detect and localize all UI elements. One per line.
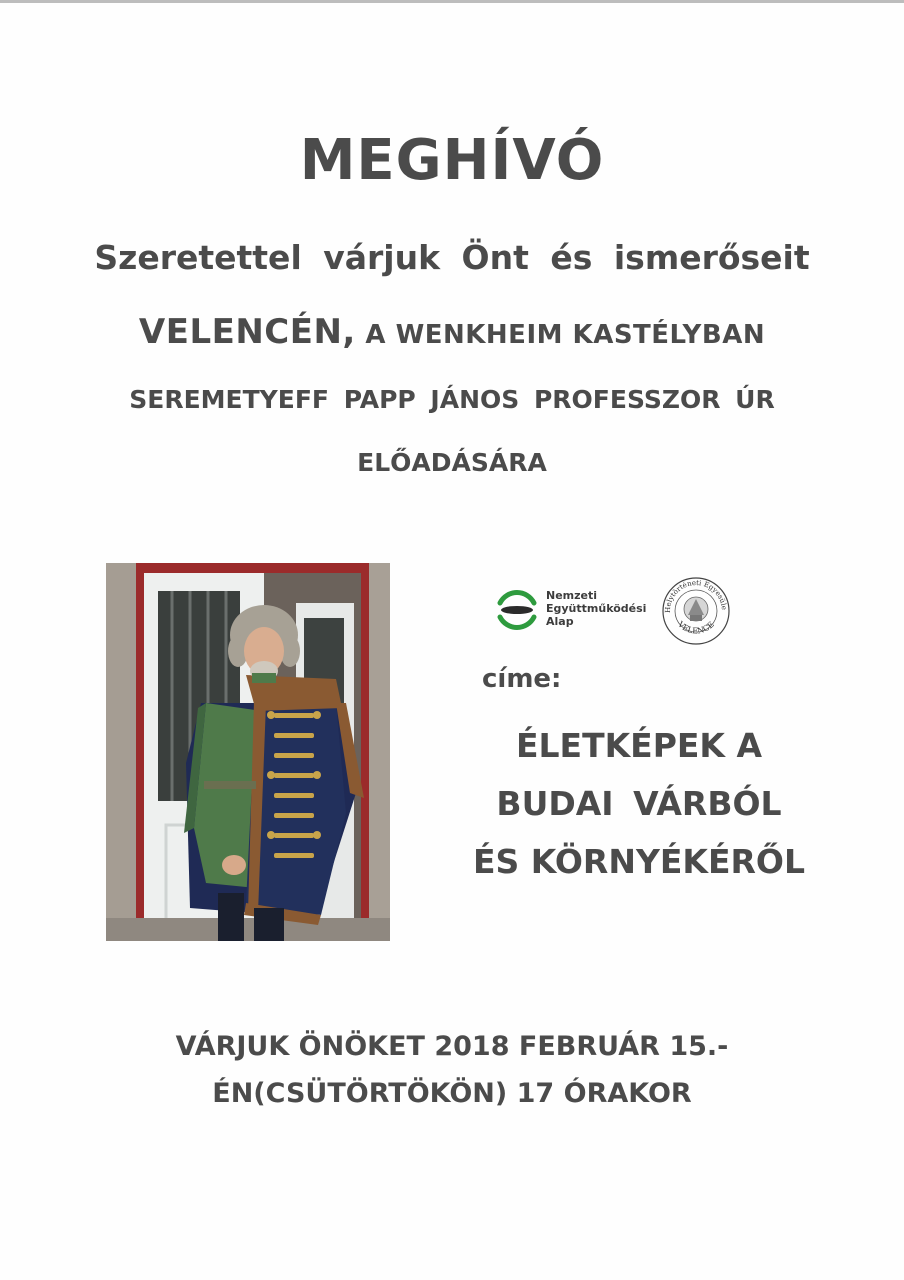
event-time-line: ÉN(CSÜTÖRTÖKÖN) 17 ÓRAKOR: [212, 1078, 692, 1109]
venue-line: [0, 312, 904, 352]
seal-icon: [660, 575, 732, 647]
lecture-title-line2: BUDAI VÁRBÓL: [496, 784, 782, 823]
nea-logo-line3: Alap: [546, 615, 574, 628]
event-date-line: VÁRJUK ÖNÖKET 2018 FEBRUÁR 15.-: [175, 1031, 729, 1062]
speaker-photo-illustration: [106, 563, 390, 941]
cime-label: címe:: [482, 664, 562, 694]
invitation-title: MEGHÍVÓ: [299, 128, 605, 193]
nea-logo-line1: Nemzeti: [546, 589, 598, 602]
lecture-title-line3: ÉS KÖRNYÉKÉRŐL: [472, 842, 805, 881]
nea-logo-line2: Együttműködési: [546, 602, 647, 615]
venue-name: A WENKHEIM KASTÉLYBAN: [365, 320, 766, 350]
lecture-title-line1: ÉLETKÉPEK A: [515, 726, 763, 765]
nea-logo-icon: [494, 587, 540, 633]
greeting-line: Szeretettel várjuk Önt és ismerőseit: [94, 238, 810, 277]
seal-top-text: Helytörténeti Egyesüle: [663, 578, 729, 614]
lecture-word: ELŐADÁSÁRA: [357, 448, 547, 477]
speaker-line: SEREMETYEFF PAPP JÁNOS PROFESSZOR ÚR: [129, 385, 775, 414]
seal-bottom-text: VELENCE: [676, 619, 716, 636]
svg-text:VELENCE: [675, 619, 716, 635]
venue-city: VELENCÉN,: [138, 312, 356, 352]
speaker-photo: [106, 563, 390, 941]
scan-edge: [0, 0, 904, 3]
helytorteneti-seal: [660, 575, 732, 647]
nea-logo: [494, 587, 649, 637]
nea-logo-text: [546, 589, 646, 628]
